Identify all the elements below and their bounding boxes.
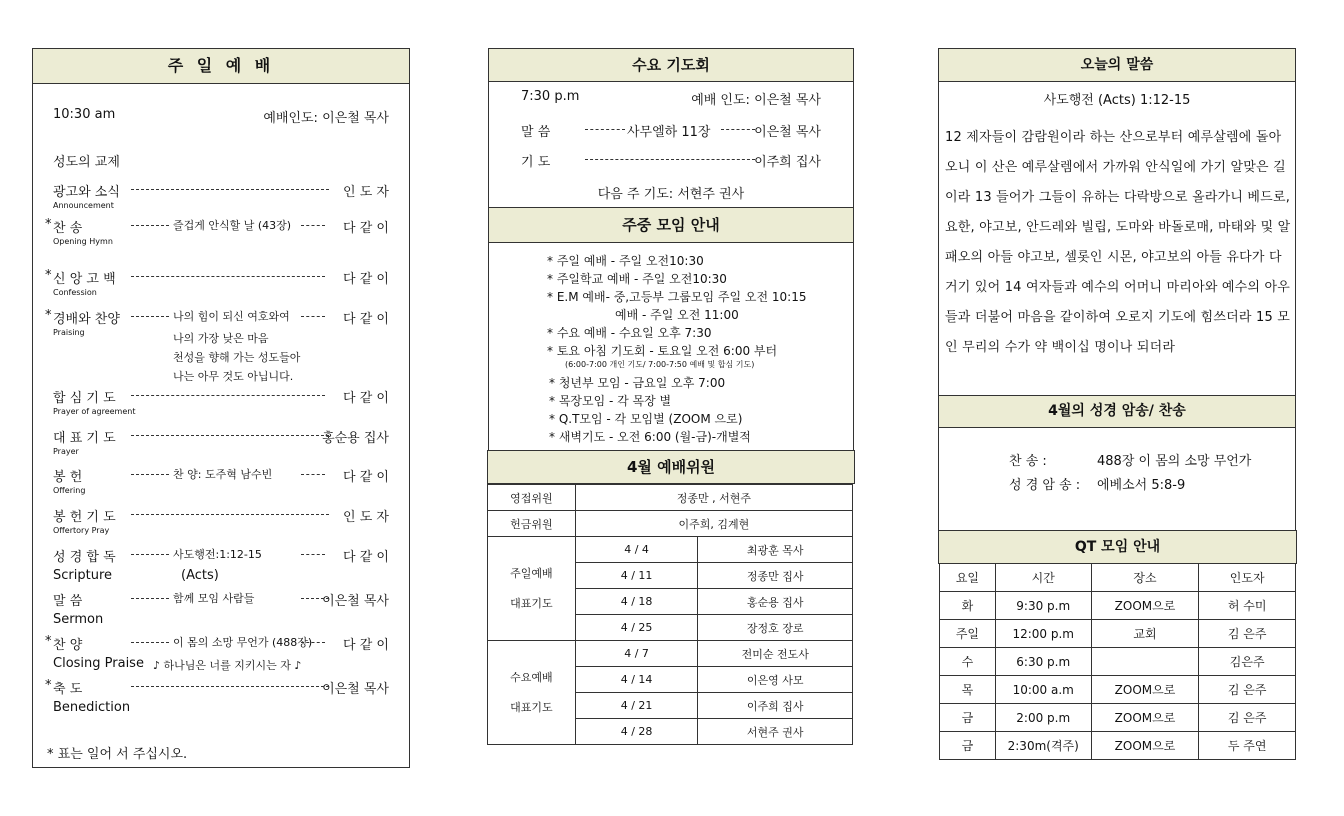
dash-leader <box>301 554 325 555</box>
table-row <box>488 537 853 563</box>
date-cell: 4 / 28 <box>575 719 698 745</box>
wednesday-prayer-label-line: 대표기도 <box>510 700 553 714</box>
leader-cell: 김 은주 <box>1199 676 1296 704</box>
order-item-detail: 함께 모임 사람들 <box>173 592 255 605</box>
time-cell: 10:00 a.m <box>995 676 1091 704</box>
weekly-item: * 새벽기도 - 오전 6:00 (월-금)-개별적 <box>549 430 751 444</box>
place-cell: ZOOM으로 <box>1091 732 1199 760</box>
dash-leader <box>131 514 329 515</box>
name-cell: 최광훈 목사 <box>698 537 853 563</box>
order-item-detail: 찬 양: 도주혁 남수빈 <box>173 468 273 481</box>
place-cell: ZOOM으로 <box>1091 592 1199 620</box>
order-item <box>53 217 389 237</box>
fellowship-label: 성도의 교제 <box>53 155 120 170</box>
sunday-prayer-label-line: 대표기도 <box>510 596 553 610</box>
order-item-leader: 다 같 이 <box>343 470 389 485</box>
standing-marker: * <box>45 634 52 649</box>
order-item-english: Prayer <box>53 447 79 456</box>
dash-leader <box>131 642 169 643</box>
leader-cell: 허 수미 <box>1199 592 1296 620</box>
todays-word-title: 오늘의 말씀 <box>938 48 1296 82</box>
name-cell: 서현주 권사 <box>698 719 853 745</box>
order-item-label: 찬 양 <box>53 638 83 653</box>
order-item-leader: 이은철 목사 <box>322 594 389 609</box>
table-row <box>940 648 1296 676</box>
weekly-item: * 청년부 모임 - 금요일 오후 7:00 <box>549 376 726 390</box>
verse-value: 에베소서 5:8-9 <box>1097 478 1186 493</box>
order-item-label: 신 앙 고 백 <box>53 272 116 287</box>
time-cell: 6:30 p.m <box>995 648 1091 676</box>
order-item-label: 축 도 <box>53 682 83 697</box>
service-time-row <box>53 107 389 127</box>
sunday-worship-title: 주 일 예 배 <box>32 48 410 84</box>
place-cell <box>1091 648 1199 676</box>
order-item-leader: 다 같 이 <box>343 221 389 236</box>
order-item <box>53 268 389 288</box>
day-cell: 주일 <box>940 620 996 648</box>
table-row <box>940 620 1296 648</box>
dash-leader <box>131 395 325 396</box>
time-cell: 9:30 p.m <box>995 592 1091 620</box>
wednesday-prayer-label <box>488 641 576 745</box>
standing-marker: * <box>45 217 52 232</box>
name-cell: 홍순용 집사 <box>698 589 853 615</box>
order-item <box>53 181 389 201</box>
order-item-english: Offering <box>53 486 86 495</box>
order-item-label: 말 씀 <box>53 594 83 609</box>
scripture-text: 12 제자들이 감람원이라 하는 산으로부터 예루살렘에 돌아오니 이 산은 예루살렘에서 가까워 안식일에 가기 알맞은 길이라 13 들어가 그들이 유하는 다락방으로 올라가니 베드로, 요한, 야고보, 안드레와 빌립, 도마와 바돌로매, 마태와 및 알패오의 아들 야고보, 셀롯인 시몬, 야고보의 아들 유다가 다 거기 있어 14 여자들과 예수의 어머니 마리아와 예수의 아우들과 더불어 마음을 같이하여 오로지 기도에 힘쓰더라 15 모인 무리의 수가 약 백이십 명이나 되더라 <box>945 130 1291 355</box>
dash-leader <box>131 189 329 190</box>
table-row <box>940 704 1296 732</box>
order-item-label: 찬 송 <box>53 221 83 236</box>
dash-leader <box>301 225 325 226</box>
leader-cell: 김 은주 <box>1199 620 1296 648</box>
order-item-label: 봉 헌 기 도 <box>53 510 116 525</box>
order-item-leader: 다 같 이 <box>343 550 389 565</box>
wednesday-prayer-label-line: 수요예배 <box>510 670 553 684</box>
order-item <box>53 466 389 486</box>
dash-leader <box>301 642 325 643</box>
weekly-meetings-title: 주중 모임 안내 <box>488 207 854 243</box>
footer-row <box>47 743 389 763</box>
order-item-english: Announcement <box>53 201 114 210</box>
order-item-label: 대 표 기 도 <box>53 431 116 446</box>
day-cell: 목 <box>940 676 996 704</box>
table-row <box>488 641 853 667</box>
service-leader: 예배인도: 이은철 목사 <box>263 111 389 126</box>
leader-cell: 김 은주 <box>1199 704 1296 732</box>
table-row <box>940 676 1296 704</box>
greeter-value: 정종만 , 서현주 <box>575 485 852 511</box>
weekly-meetings-panel <box>488 207 854 451</box>
dash-leader <box>301 474 325 475</box>
scripture-reference: 사도행전 (Acts) 1:12-15 <box>1043 93 1191 108</box>
standing-note: * 표는 일어 서 주십시오. <box>47 747 188 762</box>
order-item-leader: 다 같 이 <box>343 312 389 327</box>
leader-cell: 두 주연 <box>1199 732 1296 760</box>
dash-leader <box>131 225 169 226</box>
leader-cell: 김은주 <box>1199 648 1296 676</box>
date-cell: 4 / 18 <box>575 589 698 615</box>
standing-marker: * <box>45 308 52 323</box>
order-item-label: 성 경 합 독 <box>53 550 116 565</box>
weekly-item-note: (6:00-7:00 개인 기도/ 7:00-7:50 예배 및 합심 기도) <box>565 360 755 369</box>
place-cell: ZOOM으로 <box>1091 676 1199 704</box>
dash-leader <box>131 598 169 599</box>
order-item-leader: 인 도 자 <box>343 510 389 525</box>
todays-word-panel <box>938 48 1296 396</box>
wednesday-prayer-person: 이주희 집사 <box>754 155 821 170</box>
weekly-item: * 토요 아침 기도회 - 토요일 오전 6:00 부터 <box>547 344 778 358</box>
wednesday-time: 7:30 p.m <box>521 89 580 104</box>
order-item-english: Opening Hymn <box>53 237 113 246</box>
dash-leader <box>131 316 169 317</box>
wednesday-sermon-text: 사무엘하 11장 <box>627 125 711 140</box>
order-item-english: Benediction <box>53 700 131 715</box>
order-item-leader: 이은철 목사 <box>322 682 389 697</box>
dash-leader <box>131 435 329 436</box>
order-item-english: Confession <box>53 288 97 297</box>
wednesday-leader: 예배 인도: 이은철 목사 <box>691 93 821 108</box>
order-item-english: Praising <box>53 328 85 337</box>
service-time: 10:30 am <box>53 107 116 122</box>
date-cell: 4 / 25 <box>575 615 698 641</box>
offering-label: 헌금위원 <box>488 511 576 537</box>
next-week-prayer: 다음 주 기도: 서현주 권사 <box>597 187 745 202</box>
name-cell: 정종만 집사 <box>698 563 853 589</box>
date-cell: 4 / 7 <box>575 641 698 667</box>
verse-label: 성 경 암 송 : <box>1009 478 1081 493</box>
table-row <box>940 732 1296 760</box>
weekly-item: * E.M 예배- 중,고등부 그룹모임 주일 오전 10:15 <box>547 290 807 304</box>
table-header-row <box>940 564 1296 592</box>
date-cell: 4 / 21 <box>575 693 698 719</box>
dash-leader <box>585 129 625 130</box>
qt-meetings-title: QT 모임 안내 <box>938 530 1297 564</box>
name-cell: 장정호 장로 <box>698 615 853 641</box>
table-row <box>940 592 1296 620</box>
wednesday-sermon-preacher: 이은철 목사 <box>754 125 821 140</box>
date-cell: 4 / 14 <box>575 667 698 693</box>
dash-leader <box>301 316 325 317</box>
weekly-item: * 주일학교 예배 - 주일 오전10:30 <box>547 272 727 286</box>
offering-value: 이주희, 김계현 <box>575 511 852 537</box>
order-item-detail: 사도행전:1:12-15 <box>173 548 262 561</box>
header-day: 요일 <box>940 564 996 592</box>
order-item-english: Scripture <box>53 568 113 583</box>
day-cell: 금 <box>940 704 996 732</box>
standing-marker: * <box>45 678 52 693</box>
memory-verse-panel <box>938 395 1296 531</box>
order-item-english: Closing Praise <box>53 656 144 671</box>
day-cell: 화 <box>940 592 996 620</box>
dash-leader <box>721 129 755 130</box>
header-place: 장소 <box>1091 564 1199 592</box>
fellowship-row <box>53 151 389 171</box>
order-item <box>53 590 389 610</box>
dash-leader <box>131 686 329 687</box>
place-cell: ZOOM으로 <box>1091 704 1199 732</box>
wednesday-prayer-panel <box>488 48 854 208</box>
order-item-leader: 다 같 이 <box>343 272 389 287</box>
place-cell: 교회 <box>1091 620 1199 648</box>
time-cell: 12:00 p.m <box>995 620 1091 648</box>
order-item <box>53 546 389 566</box>
order-item-leader: 홍순용 집사 <box>322 431 389 446</box>
date-cell: 4 / 4 <box>575 537 698 563</box>
order-item <box>53 427 389 447</box>
dash-leader <box>131 554 169 555</box>
sunday-worship-panel <box>32 48 410 768</box>
dash-leader <box>131 474 169 475</box>
header-time: 시간 <box>995 564 1091 592</box>
order-item <box>53 308 389 328</box>
sunday-prayer-label <box>488 537 576 641</box>
praise-line: 천성을 향해 가는 성도들아 <box>173 351 301 364</box>
sunday-prayer-label-line: 주일예배 <box>510 566 553 580</box>
name-cell: 이주희 집사 <box>698 693 853 719</box>
order-item-leader: 다 같 이 <box>343 391 389 406</box>
praise-line: 나의 가장 낮은 마음 <box>173 332 269 345</box>
name-cell: 전미순 전도사 <box>698 641 853 667</box>
order-item <box>53 387 389 407</box>
hymn-value: 488장 이 몸의 소망 무언가 <box>1097 454 1252 469</box>
weekly-item: * 주일 예배 - 주일 오전10:30 <box>547 254 704 268</box>
day-cell: 금 <box>940 732 996 760</box>
weekly-item: * 목장모임 - 각 목장 별 <box>549 394 672 408</box>
order-item-label: 합 심 기 도 <box>53 391 116 406</box>
weekly-item: 예배 - 주일 오전 11:00 <box>615 308 739 322</box>
weekly-item: * 수요 예배 - 수요일 오후 7:30 <box>547 326 712 340</box>
order-item-label: 광고와 소식 <box>53 185 120 200</box>
order-item-detail: 즐겁게 안식할 날 (43장) <box>173 219 292 232</box>
hymn-label: 찬 송 : <box>1009 454 1047 469</box>
closing-note: ♪ 하나님은 너를 지키시는 자 ♪ <box>153 659 302 672</box>
day-cell: 수 <box>940 648 996 676</box>
order-item-english: Prayer of agreement <box>53 407 136 416</box>
order-item <box>53 678 389 698</box>
order-item-english: Sermon <box>53 612 104 627</box>
table-row <box>488 485 853 511</box>
order-item-leader: 인 도 자 <box>343 185 389 200</box>
order-item-leader: 다 같 이 <box>343 638 389 653</box>
order-item <box>53 634 389 654</box>
table-row <box>488 511 853 537</box>
order-item-label: 봉 헌 <box>53 470 83 485</box>
dash-leader <box>585 159 755 160</box>
dash-leader <box>131 276 325 277</box>
header-leader: 인도자 <box>1199 564 1296 592</box>
time-cell: 2:00 p.m <box>995 704 1091 732</box>
order-item-english: Offertory Pray <box>53 526 110 535</box>
order-item-label: 경배와 찬양 <box>53 312 120 327</box>
april-committee-table <box>487 484 853 745</box>
date-cell: 4 / 11 <box>575 563 698 589</box>
wednesday-prayer-label: 기 도 <box>521 155 551 170</box>
standing-marker: * <box>45 268 52 283</box>
memory-verse-title: 4월의 성경 암송/ 찬송 <box>938 395 1296 428</box>
qt-meetings-table <box>939 563 1296 760</box>
dash-leader <box>301 598 329 599</box>
praise-line: 나는 아무 것도 아닙니다. <box>173 370 294 383</box>
order-item-detail: 이 몸의 소망 무언가 (488장) <box>173 636 313 649</box>
wednesday-prayer-title: 수요 기도회 <box>488 48 854 82</box>
scripture-note: (Acts) <box>181 568 219 583</box>
time-cell: 2:30m(격주) <box>995 732 1091 760</box>
greeter-label: 영접위원 <box>488 485 576 511</box>
name-cell: 이은영 사모 <box>698 667 853 693</box>
order-item <box>53 506 389 526</box>
weekly-item: * Q.T모임 - 각 모임별 (ZOOM 으로) <box>549 412 743 426</box>
wednesday-sermon-label: 말 씀 <box>521 125 551 140</box>
order-item-detail: 나의 힘이 되신 여호와여 <box>173 310 290 323</box>
april-committee-title: 4월 예배위원 <box>487 450 855 484</box>
